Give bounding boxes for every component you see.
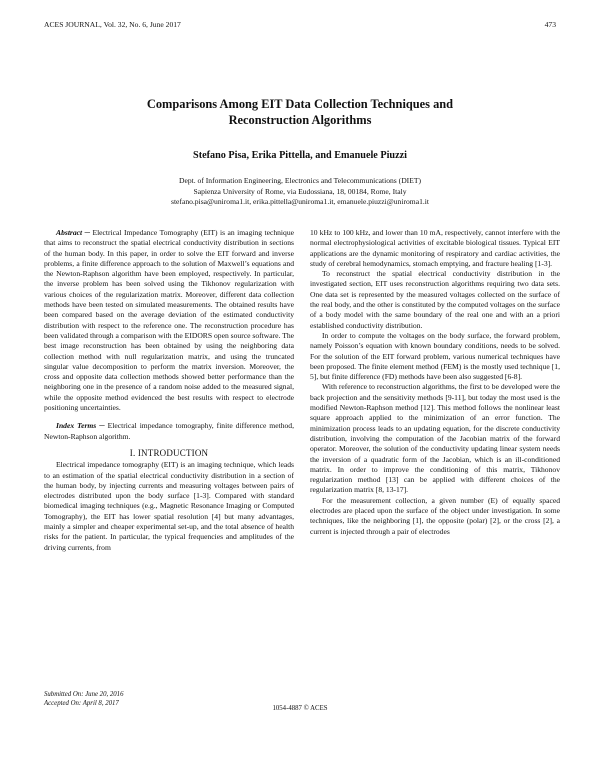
body-paragraph: 10 kHz to 100 kHz, and lower than 10 mA, respectively, cannot interfere with the normal electrophysiological activities of excitable biological tissues. Typical EIT applications are the dynamic monitoring of respiratory and cardiac activities, the study of cerebral hemodynamics, stomach emptying, and fracture healing [1-3].	[310, 228, 560, 268]
affiliation	[60, 176, 540, 208]
index-terms-label: Index Terms	[56, 421, 97, 431]
abstract	[44, 228, 294, 413]
intro-paragraph: Electrical impedance tomography (EIT) is an imaging technique, which leads to an estimation of the spatial electrical conductivity distribution in a section of the human body, by injecting currents and measuring voltages between pairs of electrodes distributed upon the body surface [1-3]. Compared with standard biomedical imaging techniques (e.g., Magnetic Resonance Imaging or Computed Tomography), the EIT has lower spatial resolution [4] but many advantages, mainly a simpler and cheaper experimental set-up, and the total absence of health risks for the patient. In particular, the typical frequencies and amplitudes of the driving currents, from	[44, 460, 294, 552]
right-column	[310, 228, 560, 537]
title-line-1: Comparisons Among EIT Data Collection Techniques and	[146, 97, 454, 111]
body-paragraph: With reference to reconstruction algorithms, the first to be developed were the back projection and the sensitivity methods [9-11], but today the most used is the modified Newton-Raphson method [12]. This method follows the nonlinear least square approach applied to the minimization of an error function. The minimization process leads to an updating equation, for the discrete conductivity distribution, involving the computation of the Jacobian matrix of the forward operator. Moreover, the solution of the conductivity updating linear system needs the inversion of a quadratic form of the Jacobian, which is an ill-conditioned matrix. In order to improve the conditioning of this matrix, Tikhonov regularization method [13] can be applied with different choices of the regularization matrix [8, 13-17].	[310, 382, 560, 495]
accepted-date: Accepted On: April 8, 2017	[44, 700, 119, 707]
index-terms	[44, 421, 294, 442]
left-column	[44, 228, 294, 553]
paper-title	[60, 96, 540, 128]
index-terms-text: Electrical impedance tomography, finite difference method, Newton-Raphson algorithm.	[44, 421, 294, 441]
abstract-text: Electrical Impedance Tomography (EIT) is an imaging technique that aims to reconstruct the spatial electrical conductivity distribution in sections of the human body. In this paper, in order to solve the EIT forward and inverse problems, a finite difference approach to the solution of Maxwell’s equations and the Newton-Raphson algorithm have been employed, respectively. In particular, the inverse problem has been solved using the Tikhonov regularization with various choices of the regularization matrix. Moreover, different data collection methods have been tested on simulated measurements. The obtained results have been compared based on the average deviation of the estimated conductivity distribution with respect to the reference one. The reconstruction procedure has been validated through a comparison with the EIDORS open source software. The best image reconstruction has been obtained by using the neighboring data collection method with null regularization matrix, and using the truncated singular value decomposition to perform the matrix inversion. Moreover, the cross and opposite data collection methods showed better performance than the neighboring one in the presence of a random noise added to the measured signal, while the opposite method evidenced the best results with respect to electrode positioning uncertainties.	[44, 228, 294, 413]
page-number: 473	[544, 20, 556, 29]
abstract-dash: ─	[82, 228, 93, 237]
affiliation-emails: stefano.pisa@uniroma1.it, erika.pittella@uniroma1.it, emanuele.piuzzi@uniroma1.it	[170, 197, 429, 206]
issn-footer: 1054-4887 © ACES	[272, 705, 328, 712]
submitted-date: Submitted On: June 20, 2016	[44, 691, 124, 698]
abstract-label: Abstract	[56, 228, 83, 237]
title-line-2: Reconstruction Algorithms	[228, 113, 372, 127]
body-paragraph: For the measurement collection, a given number (E) of equally spaced electrodes are placed upon the surface of the object under investigation. In some techniques, like the neighboring [1], the opposite (polar) [2], or the cross [2], a current is injected through a pair of electrodes	[310, 495, 560, 536]
body-paragraph: In order to compute the voltages on the body surface, the forward problem, namely Poisson’s equation with known boundary conditions, needs to be solved. For the solution of the EIT forward problem, various numerical techniques have been proposed. The finite element method (FEM) is the mostly used technique [1, 5], but finite difference (FD) methods have been also suggested [6-8].	[310, 330, 560, 382]
index-terms-dash: ─	[96, 421, 108, 431]
affiliation-dept: Dept. of Information Engineering, Electronics and Telecommunications (DIET)	[178, 176, 422, 185]
body-paragraph: To reconstruct the spatial electrical conductivity distribution in the investigated section, EIT uses reconstruction algorithms requiring two data sets. One data set is represented by the measured voltages collected on the surface of the real body, and the other is constituted by the computed voltages on the surface of a body model with the same boundary of the real one and with an a priori established conductivity distribution.	[310, 269, 560, 330]
affiliation-university: Sapienza University of Rome, via Eudossiana, 18, 00184, Rome, Italy	[193, 186, 407, 196]
journal-header: ACES JOURNAL, Vol. 32, No. 6, June 2017	[44, 20, 181, 29]
section-heading-introduction: I. INTRODUCTION	[129, 447, 209, 458]
authors: Stefano Pisa, Erika Pittella, and Emanuele Piuzzi	[193, 150, 407, 161]
